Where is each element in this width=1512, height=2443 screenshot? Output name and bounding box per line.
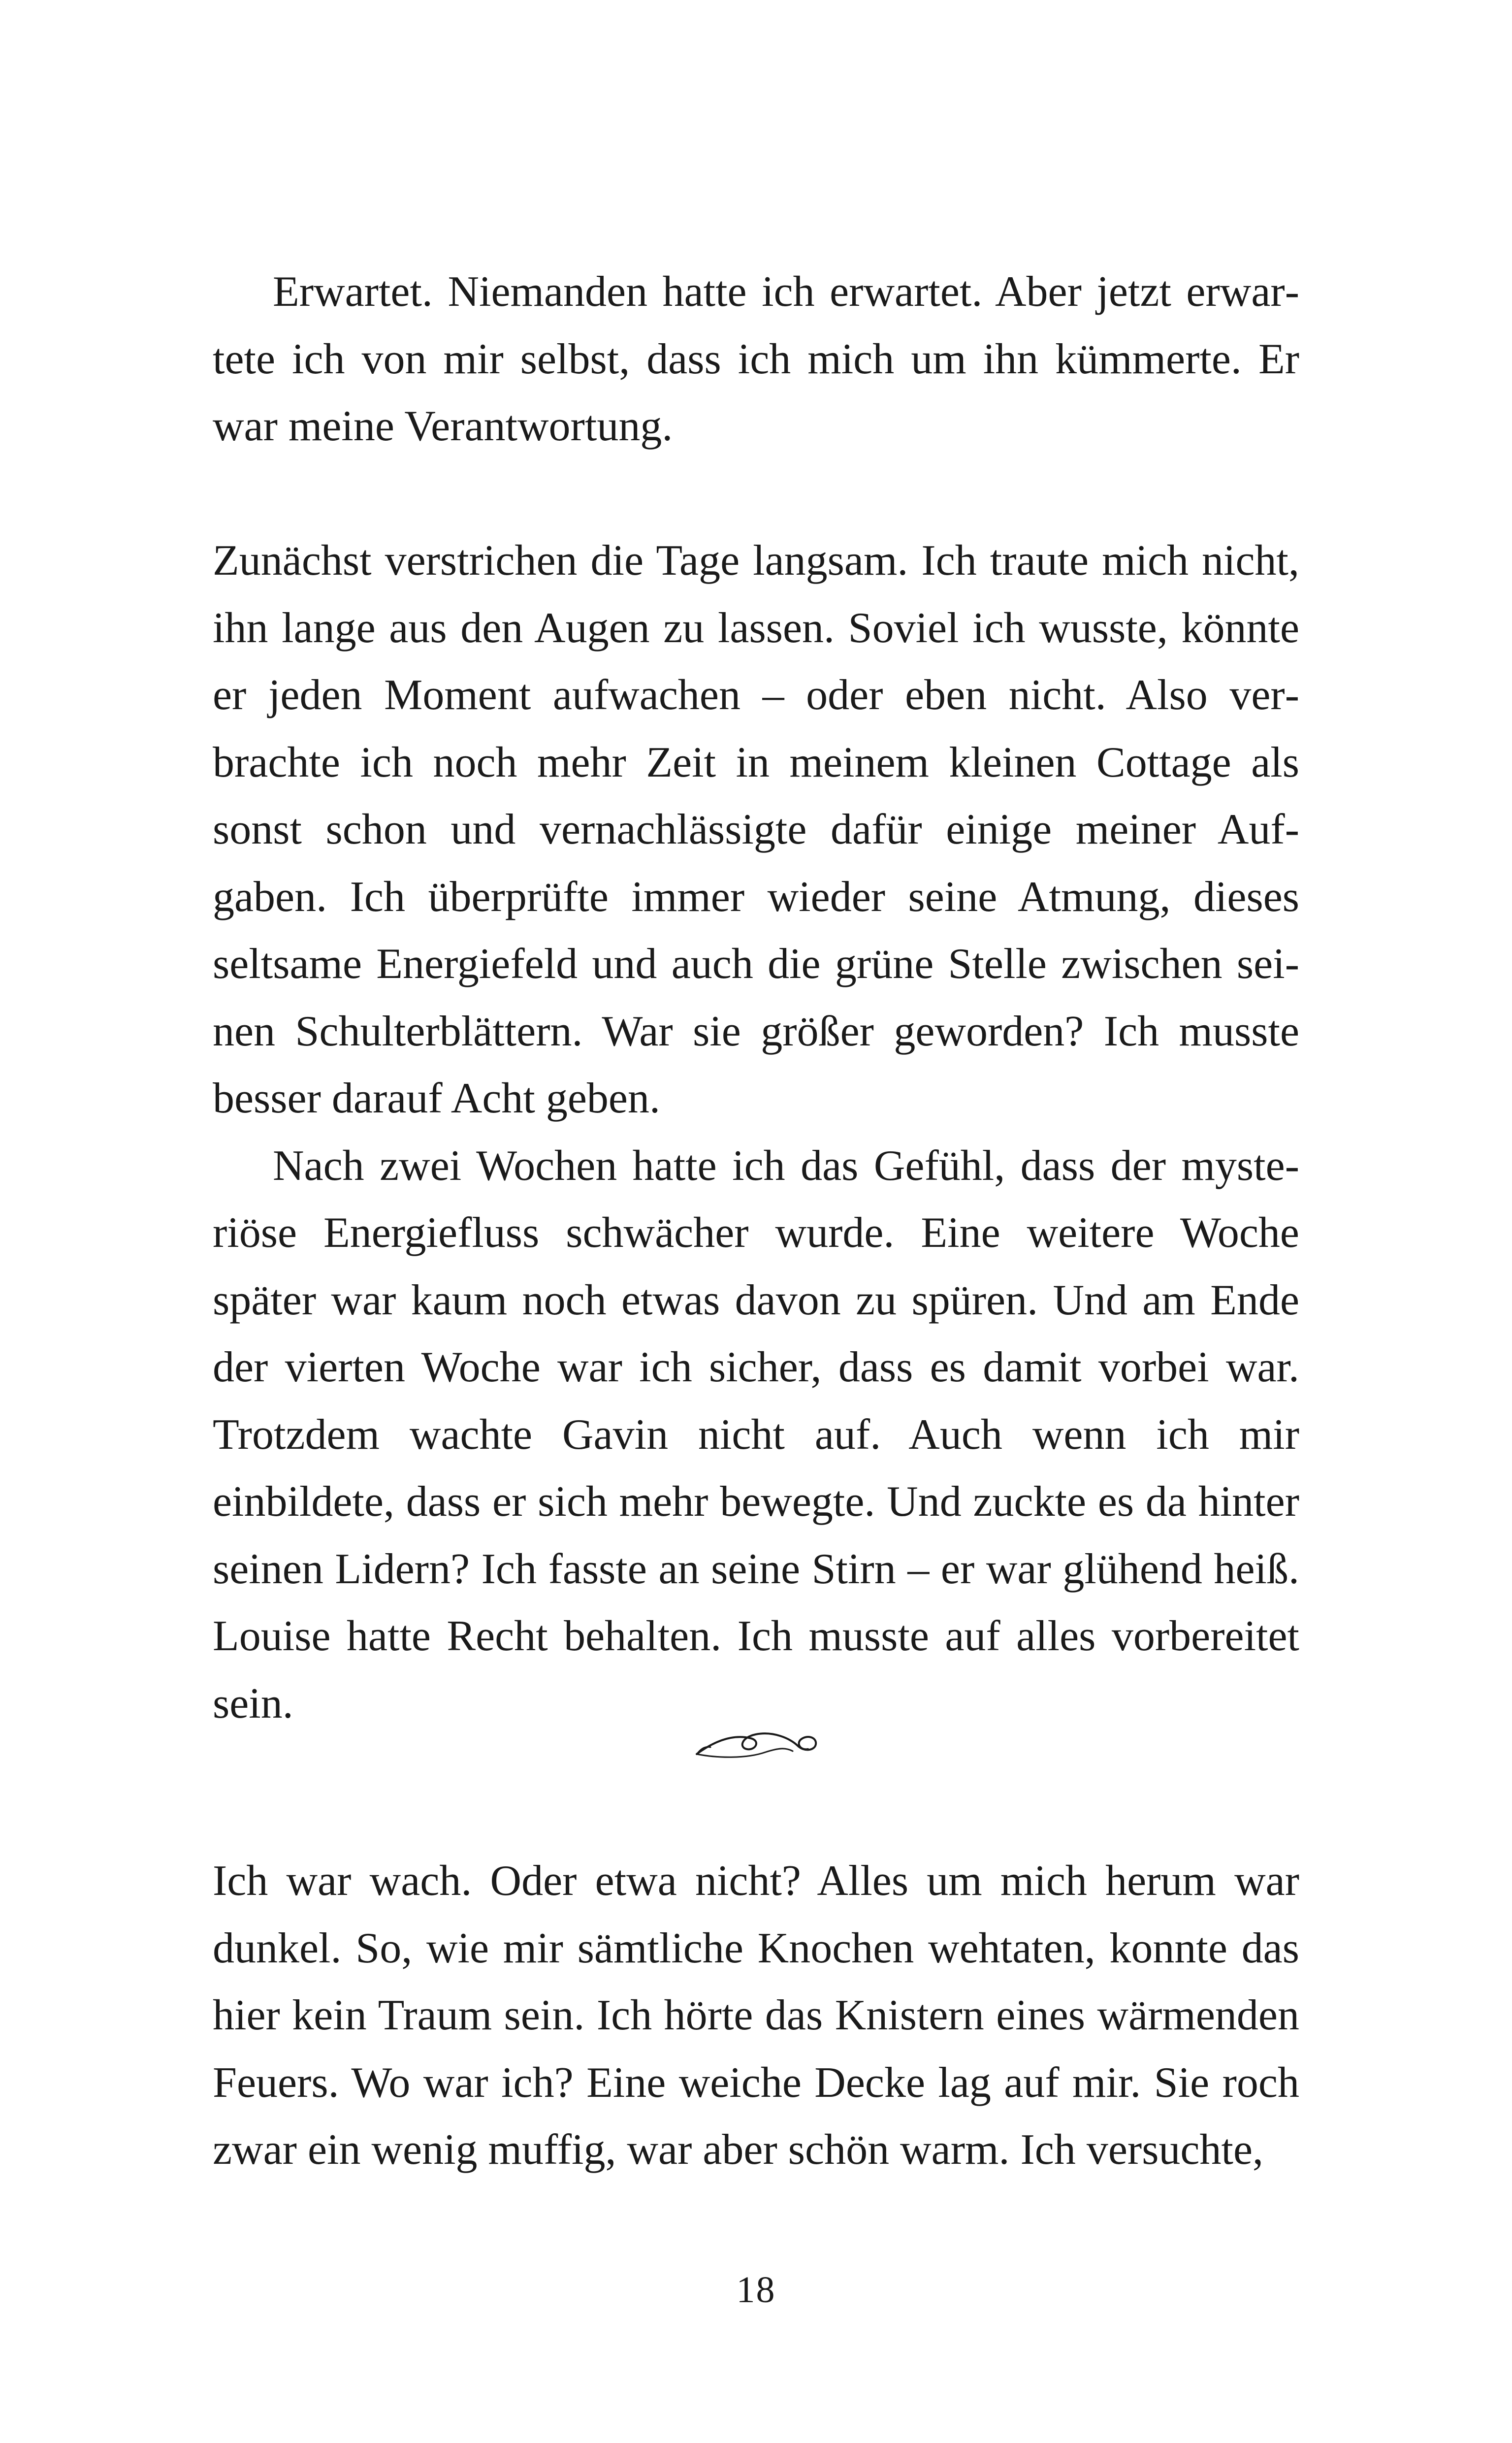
flourish-ornament-icon bbox=[692, 1724, 820, 1768]
paragraph: Ich war wach. Oder etwa nicht? Alles um mich herum war dunkel. So, wie mir sämtliche Knochen wehtaten, konnte das hier kein Traum sein. Ich hörte das Knistern eines wärmenden Feuers. Wo war ich? Eine weiche Decke lag auf mir. Sie roch zwar ein wenig muffig, war aber schön warm. Ich versuchte, bbox=[213, 1857, 1299, 2174]
paragraph: Nach zwei Wochen hatte ich das Gefühl, dass der mysteriöse Energiefluss schwächer wurde. Eine weitere Woche später war kaum noch etwas davon zu spüren. Und am Ende der vierten Woche war ich sicher, dass es damit vorbei war. Trotzdem wachte Gavin nicht auf. Auch wenn ich mir einbildete, dass er sich mehr bewegte. Und zuckte es da hinter seinen Lidern? Ich fasste an seine Stirn – er war glühend heiß. Louise hatte Recht behalten. Ich musste auf alles vorbereitet sein. bbox=[213, 1141, 1299, 1727]
text-section-continuation bbox=[213, 259, 1299, 460]
text-section-new-scene bbox=[213, 1848, 1299, 2184]
paragraph: Erwartet. Niemanden hatte ich erwartet. Aber jetzt erwartete ich von mir selbst, dass ich mich um ihn kümmerte. Er war meine Verantwortung. bbox=[213, 268, 1299, 450]
page-number: 18 bbox=[736, 2269, 776, 2311]
text-section-main bbox=[213, 527, 1299, 1737]
paragraph: Zunächst verstrichen die Tage langsam. Ich traute mich nicht, ihn lange aus den Augen zu lassen. Soviel ich wusste, könnte er jeden Moment aufwachen – oder eben nicht. Also verbrachte ich noch mehr Zeit in meinem kleinen Cottage als sonst schon und vernachlässigte dafür einige meiner Aufgaben. Ich überprüfte immer wieder seine Atmung, dieses seltsame Energiefeld und auch die grüne Stelle zwischen seinen Schulterblättern. War sie größer geworden? Ich musste besser darauf Acht geben. bbox=[213, 537, 1299, 1122]
